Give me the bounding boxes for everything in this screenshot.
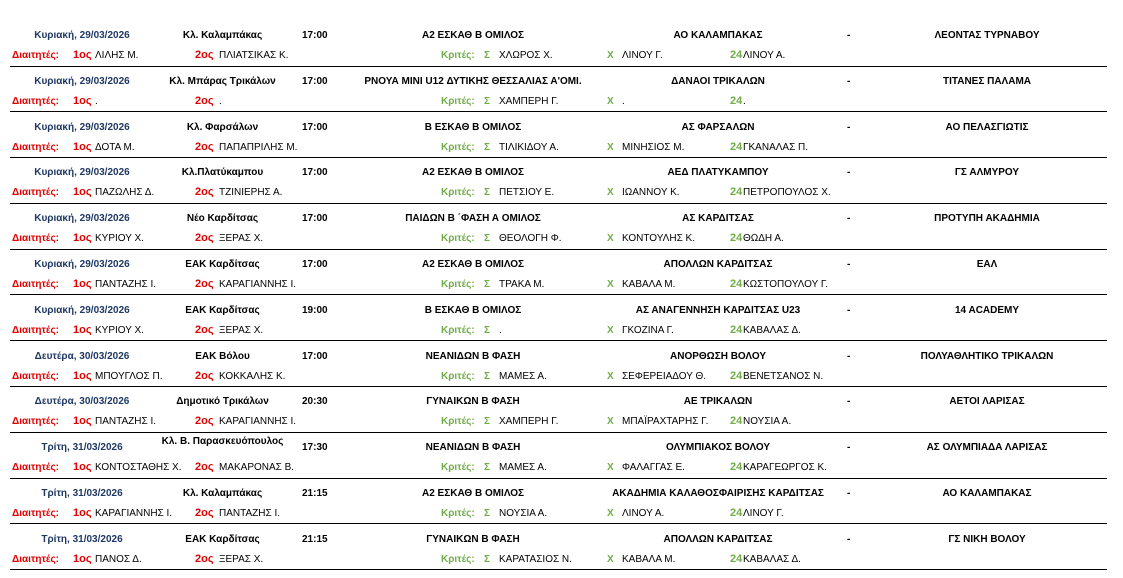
timer: ΜΠΑΪΡΑΧΤΑΡΗΣ Γ.: [622, 416, 709, 428]
home-team: ΑΣ ΚΑΡΔΙΤΣΑΣ: [682, 213, 754, 225]
first-referee-label: 1ος: [73, 49, 92, 61]
match-category: Β ΕΣΚΑΘ Β ΟΜΙΛΟΣ: [424, 121, 522, 133]
second-referee: ΚΟΚΚΑΛΗΣ Κ.: [219, 370, 286, 382]
away-team: ΑΕΤΟΙ ΛΑΡΙΣΑΣ: [949, 396, 1025, 408]
scorer-label: Σ: [484, 233, 491, 245]
referees-label: Διαιτητές:: [12, 95, 59, 107]
timer-label: Χ: [607, 233, 614, 245]
match-row: [0, 163, 1123, 209]
first-referee-label: 1ος: [73, 323, 92, 336]
second-referee: ΚΑΡΑΓΙΑΝΝΗΣ Ι.: [219, 416, 297, 428]
referees-label: Διαιτητές:: [12, 462, 59, 474]
second-referee: ΤΖΙΝΙΕΡΗΣ Α.: [219, 187, 283, 199]
second-referee: ΠΛΙΑΤΣΙΚΑΣ Κ.: [219, 50, 289, 61]
first-referee: .: [95, 95, 98, 107]
second-referee: ΜΑΚΑΡΟΝΑΣ Β.: [219, 462, 295, 474]
referees-label: Διαιτητές:: [12, 553, 59, 565]
row-divider: [10, 66, 1107, 67]
timer: ΛΙΝΟΥ Γ.: [622, 50, 663, 61]
match-category: Β ΕΣΚΑΘ Β ΟΜΙΛΟΣ: [424, 304, 522, 316]
match-date: Τρίτη, 31/03/2026: [41, 442, 123, 454]
match-time: 17:00: [302, 167, 328, 179]
match-row: [0, 72, 1123, 118]
timer-label: Χ: [607, 141, 614, 153]
first-referee-label: 1ος: [73, 415, 92, 428]
timer-label: Χ: [607, 416, 614, 428]
first-referee: ΠΑΝΤΑΖΗΣ Ι.: [95, 278, 156, 290]
scorer-label: Σ: [484, 370, 491, 382]
shotclock-operator: ΝΟΥΣΙΑ Α.: [743, 416, 792, 428]
away-team: ΑΟ ΚΑΛΑΜΠΑΚΑΣ: [942, 487, 1032, 499]
timer: .: [622, 95, 625, 107]
referees-label: Διαιτητές:: [12, 50, 59, 61]
match-time: 17:00: [302, 258, 328, 270]
away-team: ΑΟ ΠΕΛΑΣΓΙΩΤΙΣ: [945, 121, 1029, 133]
match-venue: Κλ. Καλαμπάκας: [182, 487, 263, 499]
home-team: ΔΑΝΑΟΙ ΤΡΙΚΑΛΩΝ: [671, 75, 765, 87]
timer-label: Χ: [607, 324, 614, 336]
match-time: 17:00: [302, 213, 328, 225]
second-referee-label: 2ος: [195, 94, 214, 107]
first-referee-label: 1ος: [73, 186, 92, 199]
shotclock-label: 24: [730, 140, 743, 153]
judges-label: Κριτές:: [441, 462, 475, 474]
scorer: ΧΛΩΡΟΣ Χ.: [499, 50, 553, 61]
shotclock-label: 24: [730, 415, 743, 428]
match-row: [0, 301, 1123, 347]
home-team: ΑΠΟΛΛΩΝ ΚΑΡΔΙΤΣΑΣ: [663, 533, 773, 545]
match-venue: Νέο Καρδίτσας: [186, 213, 259, 225]
match-date: Κυριακή, 29/03/2026: [34, 167, 130, 179]
match-date: Κυριακή, 29/03/2026: [34, 213, 130, 225]
scorer: ΚΑΡΑΤΑΣΙΟΣ Ν.: [499, 553, 572, 565]
versus-dash: -: [847, 121, 851, 133]
match-date: Κυριακή, 29/03/2026: [34, 304, 130, 316]
match-date: Κυριακή, 29/03/2026: [34, 258, 130, 270]
second-referee-label: 2ος: [195, 232, 214, 245]
home-team: ΟΛΥΜΠΙΑΚΟΣ ΒΟΛΟΥ: [665, 442, 771, 454]
shotclock-operator: ΛΙΝΟΥ Α.: [743, 50, 786, 61]
match-row: [0, 392, 1123, 438]
first-referee: ΚΥΡΙΟΥ Χ.: [95, 324, 144, 336]
second-referee-label: 2ος: [195, 415, 214, 428]
scorer: ΜΑΜΕΣ Α.: [499, 370, 547, 382]
away-team: 14 ACADEMY: [954, 304, 1020, 316]
shotclock-label: 24: [730, 506, 743, 519]
second-referee-label: 2ος: [195, 323, 214, 336]
shotclock-label: 24: [730, 49, 743, 61]
row-divider: [10, 294, 1107, 295]
match-time: 17:30: [302, 442, 328, 454]
row-divider: [10, 569, 1107, 570]
match-time: 17:00: [302, 350, 328, 362]
timer-label: Χ: [607, 278, 614, 290]
home-team: ΑΠΟΛΛΩΝ ΚΑΡΔΙΤΣΑΣ: [663, 258, 773, 270]
first-referee: ΚΑΡΑΓΙΑΝΝΗΣ Ι.: [95, 507, 173, 519]
timer-label: Χ: [607, 187, 614, 199]
scorer: ΘΕΟΛΟΓΗ Φ.: [499, 233, 562, 245]
shotclock-label: 24: [730, 277, 743, 290]
match-category: ΝΕΑΝΙΔΩΝ Β ΦΑΣΗ: [425, 442, 521, 454]
versus-dash: -: [847, 304, 851, 316]
first-referee-label: 1ος: [73, 552, 92, 565]
judges-label: Κριτές:: [441, 416, 475, 428]
away-team: ΓΣ ΑΛΜΥΡΟΥ: [954, 167, 1020, 179]
match-time: 19:00: [302, 304, 328, 316]
first-referee-label: 1ος: [73, 232, 92, 245]
away-team: ΛΕΟΝΤΑΣ ΤΥΡΝΑΒΟΥ: [934, 30, 1040, 41]
match-category: ΡΝΟΥΑ ΜΙΝΙ U12 ΔΥΤΙΚΗΣ ΘΕΣΣΑΛΙΑΣ Α'ΟΜΙ.: [364, 75, 582, 87]
row-divider: [10, 340, 1107, 341]
scorer: ΧΑΜΠΕΡΗ Γ.: [499, 416, 559, 428]
timer: ΣΕΦΕΡΕΙΑΔΟΥ Θ.: [622, 370, 707, 382]
versus-dash: -: [847, 75, 851, 87]
first-referee: ΛΙΛΗΣ Μ.: [95, 50, 139, 61]
match-row: [0, 118, 1123, 164]
scorer-label: Σ: [484, 187, 491, 199]
first-referee-label: 1ος: [73, 461, 92, 474]
shotclock-operator: ΚΩΣΤΟΠΟΥΛΟΥ Γ.: [743, 278, 829, 290]
scorer-label: Σ: [484, 95, 491, 107]
second-referee-label: 2ος: [195, 552, 214, 565]
judges-label: Κριτές:: [441, 141, 475, 153]
timer-label: Χ: [607, 50, 614, 61]
judges-label: Κριτές:: [441, 553, 475, 565]
shotclock-label: 24: [730, 232, 743, 245]
home-team: ΑΣ ΦΑΡΣΑΛΩΝ: [681, 121, 755, 133]
shotclock-operator: ΚΑΒΑΛΑΣ Δ.: [743, 553, 801, 565]
second-referee-label: 2ος: [195, 140, 214, 153]
judges-label: Κριτές:: [441, 507, 475, 519]
match-row: [0, 438, 1123, 484]
versus-dash: -: [847, 167, 851, 179]
match-row: [0, 255, 1123, 301]
shotclock-operator: ΠΕΤΡΟΠΟΥΛΟΣ Χ.: [743, 187, 831, 199]
match-date: Κυριακή, 29/03/2026: [34, 121, 130, 133]
first-referee: ΠΑΖΩΛΗΣ Δ.: [95, 187, 155, 199]
second-referee-label: 2ος: [195, 277, 214, 290]
match-category: ΠΑΙΔΩΝ Β ΄ΦΑΣΗ Α ΟΜΙΛΟΣ: [405, 213, 541, 225]
row-divider: [10, 478, 1107, 479]
judges-label: Κριτές:: [441, 187, 475, 199]
row-divider: [10, 203, 1107, 204]
shotclock-label: 24: [730, 369, 743, 382]
referees-label: Διαιτητές:: [12, 278, 59, 290]
match-category: ΝΕΑΝΙΔΩΝ Β ΦΑΣΗ: [425, 350, 521, 362]
match-row: [0, 484, 1123, 530]
scorer-label: Σ: [484, 507, 491, 519]
shotclock-operator: ΘΩΔΗ Α.: [743, 233, 784, 245]
versus-dash: -: [847, 442, 851, 454]
row-divider: [10, 432, 1107, 433]
row-divider: [10, 157, 1107, 158]
scorer: ΤΙΛΙΚΙΔΟΥ Α.: [499, 141, 559, 153]
match-date: Δευτέρα, 30/03/2026: [34, 396, 130, 408]
match-venue: Κλ. Καλαμπάκας: [182, 30, 263, 41]
home-team: ΑΝΟΡΘΩΣΗ ΒΟΛΟΥ: [670, 350, 766, 362]
row-divider: [10, 386, 1107, 387]
home-team: ΑΚΑΔΗΜΙΑ ΚΑΛΑΘΟΣΦΑΙΡΙΣΗΣ ΚΑΡΔΙΤΣΑΣ: [612, 487, 824, 499]
match-venue: ΕΑΚ Βόλου: [195, 350, 250, 362]
first-referee-label: 1ος: [73, 277, 92, 290]
scorer-label: Σ: [484, 50, 491, 61]
timer: ΙΩΑΝΝΟΥ Κ.: [622, 187, 680, 199]
judges-label: Κριτές:: [441, 324, 475, 336]
timer: ΦΑΛΑΓΓΑΣ Ε.: [622, 462, 685, 474]
scorer: ΤΡΑΚΑ Μ.: [499, 278, 545, 290]
match-time: 21:15: [302, 533, 328, 545]
referees-label: Διαιτητές:: [12, 233, 59, 245]
away-team: ΤΙΤΑΝΕΣ ΠΑΛΑΜΑ: [942, 75, 1032, 87]
versus-dash: -: [847, 487, 851, 499]
match-time: 17:00: [302, 30, 328, 41]
second-referee-label: 2ος: [195, 461, 214, 474]
versus-dash: -: [847, 258, 851, 270]
scorer-label: Σ: [484, 553, 491, 565]
timer-label: Χ: [607, 370, 614, 382]
shotclock-operator: ΚΑΒΑΛΑΣ Δ.: [743, 324, 801, 336]
match-time: 21:15: [302, 487, 328, 499]
versus-dash: -: [847, 213, 851, 225]
home-team: ΑΣ ΑΝΑΓΕΝΝΗΣΗ ΚΑΡΔΙΤΣΑΣ U23: [635, 304, 801, 316]
match-category: Α2 ΕΣΚΑΘ Β ΟΜΙΛΟΣ: [421, 167, 525, 179]
second-referee-label: 2ος: [195, 49, 214, 61]
match-time: 17:00: [302, 121, 328, 133]
scorer-label: Σ: [484, 462, 491, 474]
scorer: ΠΕΤΣΙΟΥ Ε.: [499, 187, 555, 199]
shotclock-operator: ΚΑΡΑΓΕΩΡΓΟΣ Κ.: [743, 462, 827, 474]
second-referee-label: 2ος: [195, 186, 214, 199]
scorer-label: Σ: [484, 416, 491, 428]
scorer-label: Σ: [484, 324, 491, 336]
match-venue: ΕΑΚ Καρδίτσας: [185, 533, 260, 545]
referees-label: Διαιτητές:: [12, 187, 59, 199]
second-referee-label: 2ος: [195, 506, 214, 519]
scorer: .: [499, 324, 502, 336]
row-divider: [10, 111, 1107, 112]
away-team: ΠΟΛΥΑΘΛΗΤΙΚΟ ΤΡΙΚΑΛΩΝ: [920, 350, 1054, 362]
match-venue: Δημοτικό Τρικάλων: [176, 396, 269, 408]
versus-dash: -: [847, 30, 851, 41]
match-row: [0, 26, 1123, 72]
judges-label: Κριτές:: [441, 278, 475, 290]
second-referee: ΞΕΡΑΣ Χ.: [219, 233, 264, 245]
second-referee: .: [219, 95, 222, 107]
shotclock-label: 24: [730, 94, 743, 107]
first-referee-label: 1ος: [73, 506, 92, 519]
scorer: ΧΑΜΠΕΡΗ Γ.: [499, 95, 559, 107]
match-time: 17:00: [302, 75, 328, 87]
scorer: ΜΑΜΕΣ Α.: [499, 462, 547, 474]
match-category: ΓΥΝΑΙΚΩΝ Β ΦΑΣΗ: [426, 533, 520, 545]
match-venue: Κλ. Φαρσάλων: [186, 121, 259, 133]
first-referee: ΠΑΝΤΑΖΗΣ Ι.: [95, 416, 156, 428]
shotclock-operator: ΛΙΝΟΥ Γ.: [743, 507, 784, 519]
shotclock-label: 24: [730, 552, 743, 565]
first-referee-label: 1ος: [73, 140, 92, 153]
away-team: ΑΣ ΟΛΥΜΠΙΑΔΑ ΛΑΡΙΣΑΣ: [926, 442, 1048, 454]
match-row: [0, 347, 1123, 393]
row-divider: [10, 249, 1107, 250]
match-date: Δευτέρα, 30/03/2026: [34, 350, 130, 362]
first-referee-label: 1ος: [73, 369, 92, 382]
referees-label: Διαιτητές:: [12, 507, 59, 519]
first-referee: ΚΥΡΙΟΥ Χ.: [95, 233, 144, 245]
second-referee: ΠΑΝΤΑΖΗΣ Ι.: [219, 507, 280, 519]
judges-label: Κριτές:: [441, 95, 475, 107]
match-venue: Κλ. Β. Παρασκευόπουλος: [161, 436, 284, 448]
timer: ΚΑΒΑΛΑ Μ.: [622, 553, 676, 565]
timer: ΛΙΝΟΥ Α.: [622, 507, 665, 519]
timer-label: Χ: [607, 462, 614, 474]
scorer-label: Σ: [484, 141, 491, 153]
match-date: Τρίτη, 31/03/2026: [41, 533, 123, 545]
first-referee: ΠΑΝΟΣ Δ.: [95, 553, 142, 565]
timer: ΚΟΝΤΟΥΛΗΣ Κ.: [622, 233, 695, 245]
scorer: ΝΟΥΣΙΑ Α.: [499, 507, 548, 519]
shotclock-operator: .: [743, 95, 746, 107]
judges-label: Κριτές:: [441, 233, 475, 245]
judges-label: Κριτές:: [441, 50, 475, 61]
home-team: ΑΕΔ ΠΛΑΤΥΚΑΜΠΟΥ: [667, 167, 769, 179]
first-referee: ΔΟΤΑ Μ.: [95, 141, 135, 153]
scorer-label: Σ: [484, 278, 491, 290]
match-date: Κυριακή, 29/03/2026: [34, 75, 130, 87]
away-team: ΠΡΟΤΥΠΗ ΑΚΑΔΗΜΙΑ: [934, 213, 1040, 225]
shotclock-operator: ΓΚΑΝΑΛΑΣ Π.: [743, 141, 809, 153]
timer-label: Χ: [607, 553, 614, 565]
match-row: [0, 530, 1123, 576]
match-category: ΓΥΝΑΙΚΩΝ Β ΦΑΣΗ: [426, 396, 520, 408]
match-venue: ΕΑΚ Καρδίτσας: [185, 304, 260, 316]
shotclock-label: 24: [730, 461, 743, 474]
match-category: Α2 ΕΣΚΑΘ Β ΟΜΙΛΟΣ: [421, 258, 525, 270]
home-team: ΑΟ ΚΑΛΑΜΠΑΚΑΣ: [673, 30, 763, 41]
first-referee: ΚΟΝΤΟΣΤΑΘΗΣ Χ.: [95, 462, 182, 474]
timer: ΜΙΝΗΣΙΟΣ Μ.: [622, 141, 685, 153]
second-referee: ΞΕΡΑΣ Χ.: [219, 553, 264, 565]
referees-label: Διαιτητές:: [12, 324, 59, 336]
match-category: Α2 ΕΣΚΑΘ Β ΟΜΙΛΟΣ: [421, 30, 525, 41]
first-referee: ΜΠΟΥΓΛΟΣ Π.: [95, 370, 163, 382]
timer: ΓΚΟΖΙΝΑ Γ.: [622, 324, 674, 336]
second-referee: ΠΑΠΑΠΡΙΛΗΣ Μ.: [219, 141, 298, 153]
match-date: Κυριακή, 29/03/2026: [34, 30, 130, 41]
versus-dash: -: [847, 350, 851, 362]
timer-label: Χ: [607, 507, 614, 519]
versus-dash: -: [847, 533, 851, 545]
match-schedule: [0, 26, 1123, 576]
match-venue: ΕΑΚ Καρδίτσας: [185, 258, 260, 270]
shotclock-label: 24: [730, 323, 743, 336]
versus-dash: -: [847, 396, 851, 408]
timer-label: Χ: [607, 95, 614, 107]
match-venue: Κλ. Μπάρας Τρικάλων: [169, 75, 276, 87]
referees-label: Διαιτητές:: [12, 370, 59, 382]
referees-label: Διαιτητές:: [12, 141, 59, 153]
judges-label: Κριτές:: [441, 370, 475, 382]
match-row: [0, 209, 1123, 255]
away-team: ΕΑΛ: [976, 258, 998, 270]
first-referee-label: 1ος: [73, 94, 92, 107]
second-referee: ΚΑΡΑΓΙΑΝΝΗΣ Ι.: [219, 278, 297, 290]
shotclock-label: 24: [730, 186, 743, 199]
second-referee-label: 2ος: [195, 369, 214, 382]
match-date: Τρίτη, 31/03/2026: [41, 487, 123, 499]
timer: ΚΑΒΑΛΑ Μ.: [622, 278, 676, 290]
referees-label: Διαιτητές:: [12, 416, 59, 428]
shotclock-operator: ΒΕΝΕΤΣΑΝΟΣ Ν.: [743, 370, 824, 382]
home-team: ΑΕ ΤΡΙΚΑΛΩΝ: [683, 396, 753, 408]
match-venue: Κλ.Πλατύκαμπου: [181, 167, 264, 179]
match-category: Α2 ΕΣΚΑΘ Β ΟΜΙΛΟΣ: [421, 487, 525, 499]
second-referee: ΞΕΡΑΣ Χ.: [219, 324, 264, 336]
match-time: 20:30: [302, 396, 328, 408]
row-divider: [10, 523, 1107, 524]
away-team: ΓΣ ΝΙΚΗ ΒΟΛΟΥ: [948, 533, 1026, 545]
